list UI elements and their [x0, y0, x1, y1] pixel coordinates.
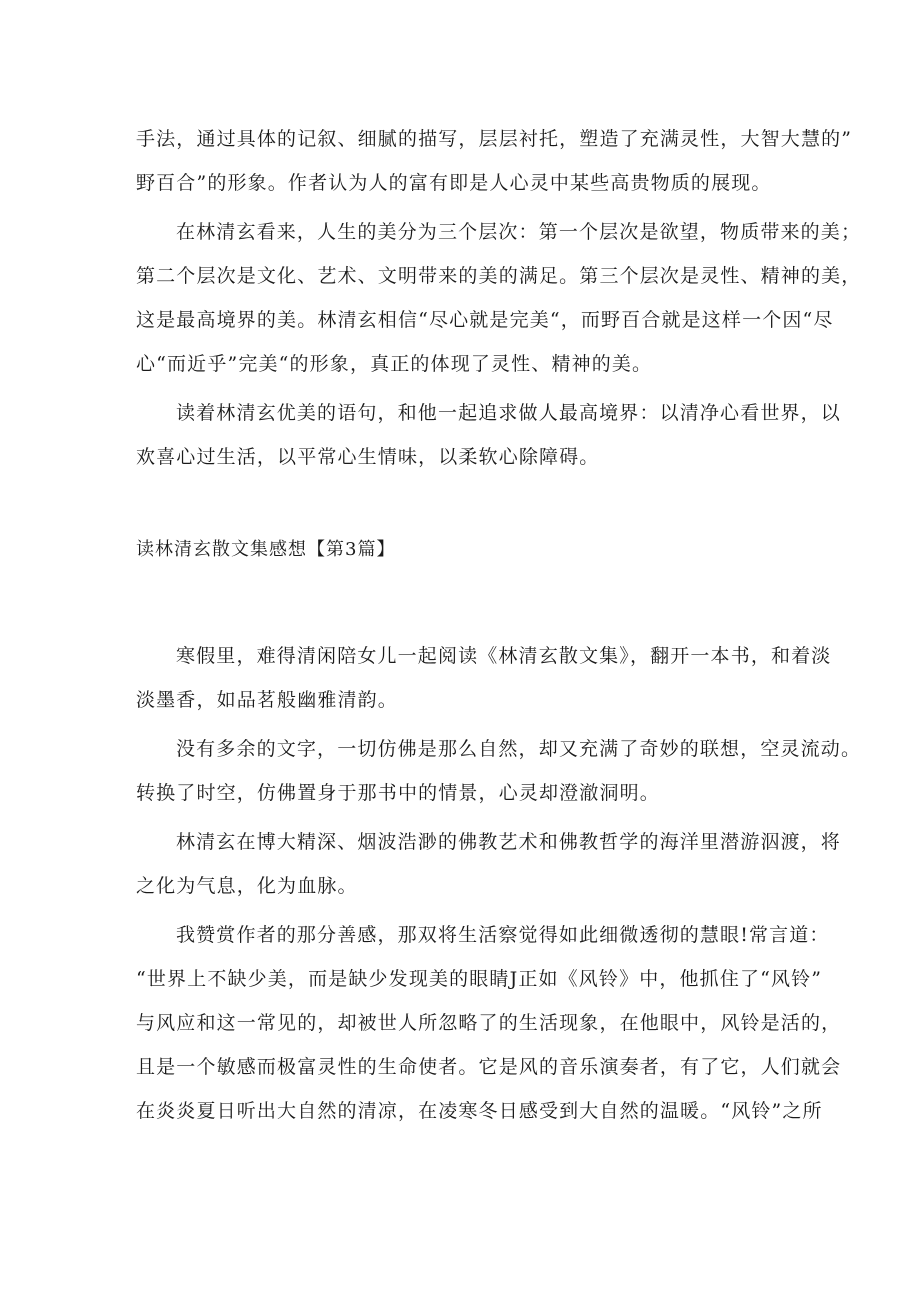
paragraph-line: 欢喜心过生活，以平常心生情味，以柔软心除障碍。 [136, 446, 600, 468]
section-heading: 读林清玄散文集感想【第3篇】 [136, 539, 396, 560]
paragraph-line: 手法，通过具体的记叙、细腻的描写，层层衬托，塑造了充满灵性，大智大慧的” [136, 128, 853, 150]
paragraph-line: 转换了时空，仿佛置身于那书中的情景，心灵却澄澈洞明。 [136, 782, 660, 804]
paragraph-line: 在炎炎夏日听出大自然的清凉，在凌寒冬日感受到大自然的温暖。“风铃”之所 [136, 1100, 823, 1122]
paragraph-line: “世界上不缺少美，而是缺少发现美的眼睛J正如《风铃》中，他抓住了“风铃” [136, 968, 823, 990]
paragraph-line: 淡墨香，如品茗般幽雅清韵。 [136, 689, 398, 711]
paragraph-line: 且是一个敏感而极富灵性的生命使者。它是风的音乐演奏者，有了它，人们就会 [136, 1056, 842, 1078]
paragraph-line: 林清玄在博大精深、烟波浩渺的佛教艺术和佛教哲学的海洋里潜游泅渡，将 [176, 831, 841, 853]
paragraph-line: 之化为气息，化为血脉。 [136, 875, 358, 897]
paragraph-line: 与风应和这一常见的，却被世人所忽略了的生活现象，在他眼中，风铃是活的， [136, 1012, 842, 1034]
paragraph-line: 心“而近乎”完美“的形象，真正的体现了灵性、精神的美。 [136, 353, 653, 375]
paragraph-line: 读着林清玄优美的语句，和他一起追求做人最高境界：以清净心看世界，以 [176, 402, 841, 424]
paragraph-line: 野百合”的形象。作者认为人的富有即是人心灵中某些高贵物质的展现。 [136, 172, 772, 194]
paragraph-line: 在林清玄看来，人生的美分为三个层次：第一个层次是欲望，物质带来的美； [176, 221, 862, 243]
paragraph-line: 没有多余的文字，一切仿佛是那么自然，却又充满了奇妙的联想，空灵流动。 [176, 738, 862, 760]
paragraph-line: 这是最高境界的美。林清玄相信“尽心就是完美“，而野百合就是这样一个因“尽 [136, 309, 834, 331]
paragraph-line: 第二个层次是文化、艺术、文明带来的美的满足。第三个层次是灵性、精神的美， [136, 265, 862, 287]
paragraph-line: 我赞赏作者的那分善感，那双将生活察觉得如此细微透彻的慧眼!常言道： [176, 924, 830, 946]
paragraph-line: 寒假里，难得清闲陪女儿一起阅读《林清玄散文集》，翻开一本书，和着淡 [176, 645, 832, 667]
